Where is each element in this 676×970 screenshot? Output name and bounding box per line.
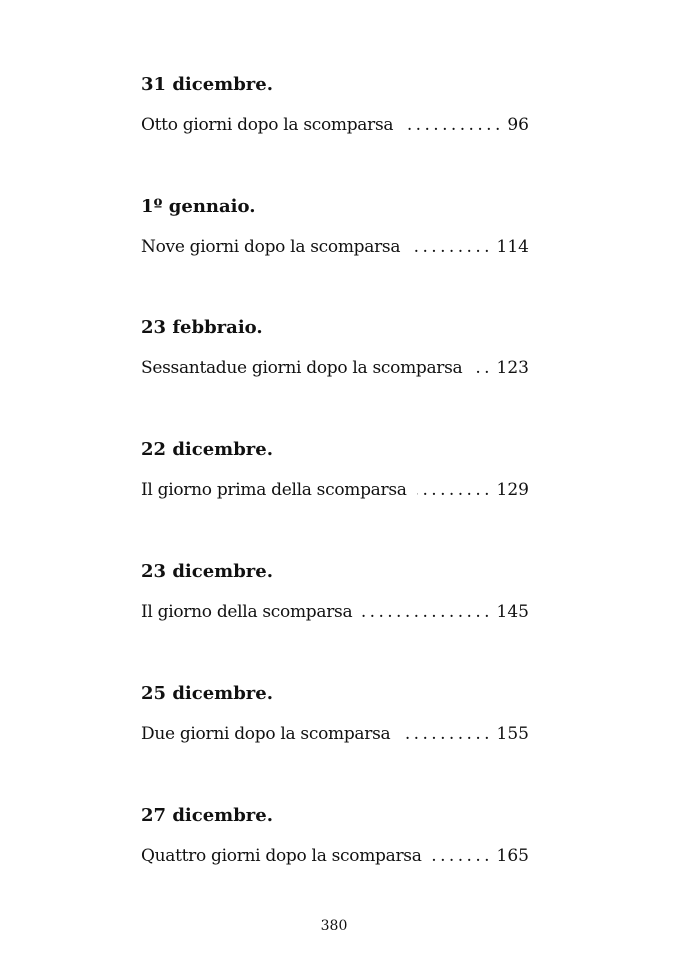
toc-line <box>141 357 529 379</box>
toc-title: Nove giorni dopo la scomparsa <box>141 237 401 257</box>
toc-page-number: 114 <box>496 237 529 257</box>
toc-entry <box>141 439 529 501</box>
toc-entry <box>141 561 529 623</box>
dot-leader <box>403 114 499 136</box>
toc-line <box>141 479 529 501</box>
toc-title: Otto giorni dopo la scomparsa <box>141 115 394 135</box>
toc-date-heading: 23 dicembre. <box>141 561 273 582</box>
toc-title: Quattro giorni dopo la scomparsa <box>141 846 422 866</box>
toc-line <box>141 723 529 745</box>
toc-page-number: 155 <box>496 724 529 744</box>
toc-date-heading: 31 dicembre. <box>141 74 273 95</box>
toc-date-heading: 23 febbraio. <box>141 317 263 338</box>
toc-title: Il giorno prima della scomparsa <box>141 480 407 500</box>
toc-line <box>141 114 529 136</box>
toc-title: Il giorno della scomparsa <box>141 602 353 622</box>
dot-leader <box>432 845 489 867</box>
toc-date-heading: 25 dicembre. <box>141 683 273 704</box>
page-number: 380 <box>320 918 348 934</box>
toc-entry <box>141 683 529 745</box>
dot-leader <box>472 357 488 379</box>
dot-leader <box>417 479 489 501</box>
toc-date-heading: 22 dicembre. <box>141 439 273 460</box>
dot-leader <box>410 236 488 258</box>
toc-date-heading: 1º gennaio. <box>141 196 256 217</box>
toc-page-number: 129 <box>496 480 529 500</box>
toc-page-number: 123 <box>496 358 529 378</box>
toc-date-heading: 27 dicembre. <box>141 805 273 826</box>
toc-entry <box>141 805 529 867</box>
dot-leader <box>362 601 488 623</box>
dot-leader <box>400 723 488 745</box>
toc-title: Sessantadue giorni dopo la scomparsa <box>141 358 463 378</box>
toc-page-number: 96 <box>507 115 529 135</box>
toc-page-number: 145 <box>496 602 529 622</box>
toc-line <box>141 236 529 258</box>
toc-line <box>141 845 529 867</box>
toc-line <box>141 601 529 623</box>
toc-entry <box>141 196 529 258</box>
toc-entry <box>141 317 529 379</box>
toc-title: Due giorni dopo la scomparsa <box>141 724 391 744</box>
toc-entry <box>141 74 529 136</box>
toc-page-number: 165 <box>496 846 529 866</box>
